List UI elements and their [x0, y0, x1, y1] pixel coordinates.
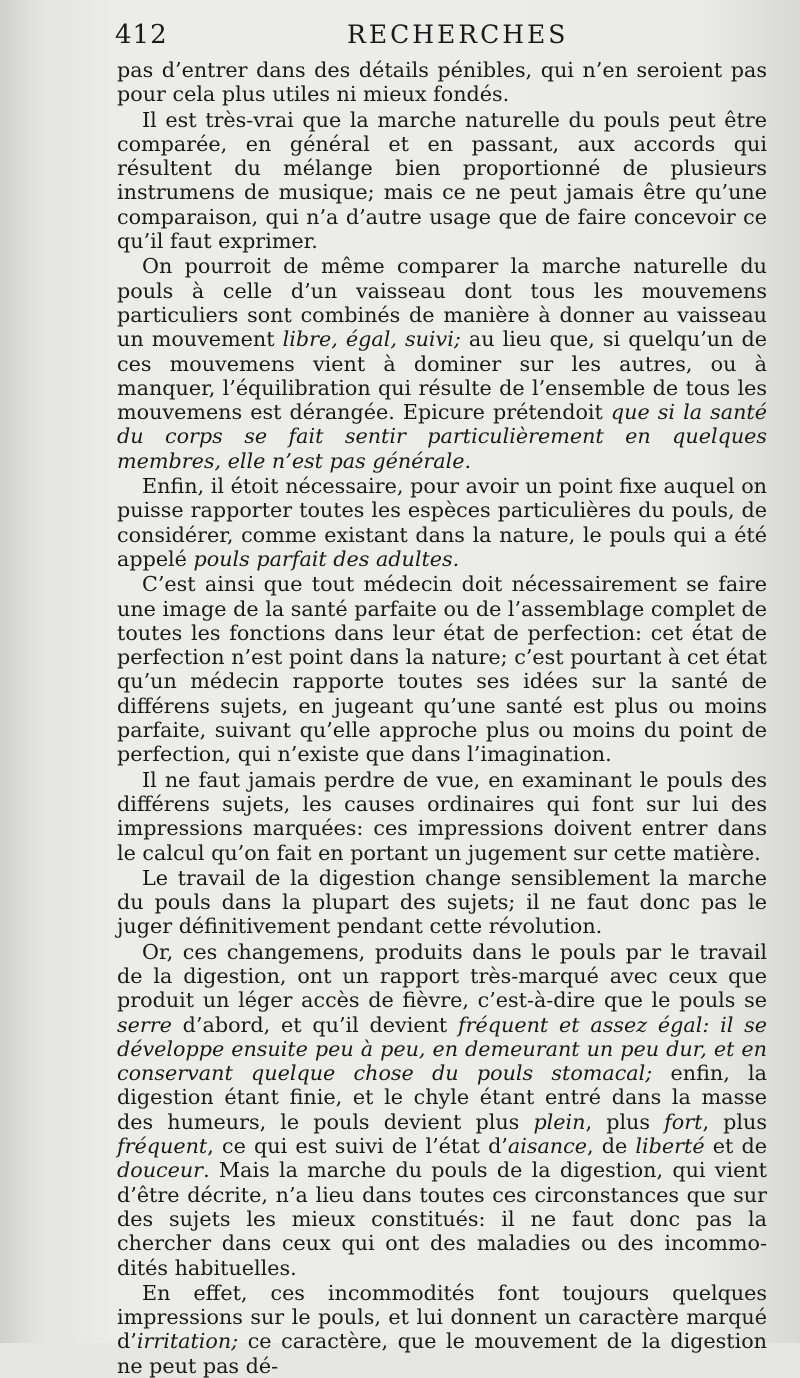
page-number: 412	[115, 20, 168, 50]
paragraph	[117, 572, 767, 766]
paragraph	[117, 58, 767, 107]
text-segment: En effet, ces incommodités font toujours quelques impressions sur le pouls, et lui donnent un caractère marqué d’	[117, 1280, 767, 1354]
italic-text: libre, égal, suivi;	[282, 327, 461, 352]
paragraph	[117, 940, 767, 1280]
running-title: RECHERCHES	[347, 20, 569, 49]
text-segment: Or, ces changemens, produits dans le pouls par le travail de la digestion, ont un rapport très-marqué avec ceux que produit un léger accès de fièvre, c’est-à-dire que le pouls se	[117, 939, 767, 1013]
text-segment: enfin, la digestion étant finie, et le chyle étant entré dans la masse des humeurs, le pouls devient plus	[117, 1061, 767, 1134]
italic-text: liberté	[635, 1134, 705, 1159]
text-segment: , ce qui est suivi de l’état d’	[207, 1134, 508, 1159]
text-segment: Le travail de la digestion change sensiblement la marche du pouls dans la plupart des sujets; il ne faut donc pas le juger définitivement pendant cette révolution.	[117, 865, 767, 939]
text-segment: , plus	[585, 1109, 665, 1134]
italic-text: douceur	[117, 1158, 204, 1183]
text-segment: Enfin, il étoit nécessaire, pour avoir un point fixe auquel on puisse rapporter toutes les espèces particulières du pouls, de considérer, comme existant dans la nature, le pouls qui a été appelé	[117, 474, 767, 571]
text-segment: ce caractère, que le mouvement de la digestion ne peut pas dé-	[117, 1329, 767, 1378]
text-segment: C’est ainsi que tout médecin doit nécessairement se faire une image de la santé parfaite ou de l’assemblage complet de toutes les fonctions dans leur état de perfection: cet état de perfection n’est point dans la nature; c’est pourtant à cet état qu’un médecin rapporte toutes ses idées sur la santé de différens sujets, en jugeant qu’une santé est plus ou moins parfaite, suivant qu’elle approche plus ou moins du point de perfection, qui n’existe que dans l’imagination.	[117, 572, 767, 767]
text-segment: et de	[704, 1134, 767, 1159]
paragraph	[117, 866, 767, 939]
body-text	[117, 58, 767, 1378]
italic-text: que si la santé du corps se fait sentir particulièrement en quelques membres, elle n’est pas générale.	[117, 400, 767, 473]
text-segment: pas d’entrer dans des détails pénibles, qui n’en seroient pas pour cela plus utiles ni mieux fondés.	[117, 58, 767, 107]
text-segment: Il est très-vrai que la marche naturelle du pouls peut être comparée, en général et en passant, aux accords qui résultent du mélange bien proportionné de plusieurs instrumens de musique; mais ce ne peut jamais être qu’une comparaison, qui n’a d’autre usage que de faire concevoir ce qu’il faut exprimer.	[117, 107, 767, 254]
text-segment: au lieu que, si quelqu’un de ces mouvemens vient à dominer sur les autres, ou à manquer, l’équilibration qui résulte de l’ensemble de tous les mouvemens est dérangée. Epicure prétendoit	[117, 327, 768, 425]
italic-text: aisance	[507, 1134, 587, 1159]
italic-text: serre	[117, 1012, 172, 1037]
text-segment: On pourroit de même comparer la marche naturelle du pouls à celle d’un vaisseau dont tous les mouvemens particuliers sont combinés de manière à donner au vaisseau un mouvement	[117, 254, 767, 352]
paragraph	[117, 474, 767, 571]
paragraph	[117, 108, 767, 254]
italic-text: fort	[664, 1109, 703, 1134]
text-segment: Il ne faut jamais perdre de vue, en examinant le pouls des différens sujets, les causes ordinaires qui font sur lui des impressions marquées: ces impressions doivent entrer dans le calcul qu’on fait en portant un jugement sur cette matière.	[117, 767, 767, 865]
italic-text: pouls parfait des adultes.	[193, 546, 460, 571]
paragraph	[117, 254, 767, 473]
running-head	[117, 18, 764, 52]
italic-text: fréquent	[117, 1134, 208, 1159]
text-segment: d’abord, et qu’il devient	[171, 1012, 459, 1037]
italic-text: plein	[533, 1109, 586, 1134]
text-segment: , de	[586, 1134, 636, 1159]
paragraph	[117, 1281, 767, 1378]
italic-text: irritation;	[136, 1329, 239, 1354]
text-segment: , plus	[702, 1109, 767, 1134]
italic-text: fréquent et assez égal: il se développe ensuite peu à peu, en demeurant un peu dur, et en conservant quelque chose du pouls stomacal;	[117, 1012, 767, 1086]
text-segment: . Mais la marche du pouls de la digestion, qui vient d’être décrite, n’a lieu dans toutes ces circonstances que sur des sujets les mieux constitués: il ne faut donc pas la chercher dans ceux qui ont des maladies ou des incommodités habituelles.	[117, 1158, 767, 1280]
paragraph	[117, 768, 767, 865]
